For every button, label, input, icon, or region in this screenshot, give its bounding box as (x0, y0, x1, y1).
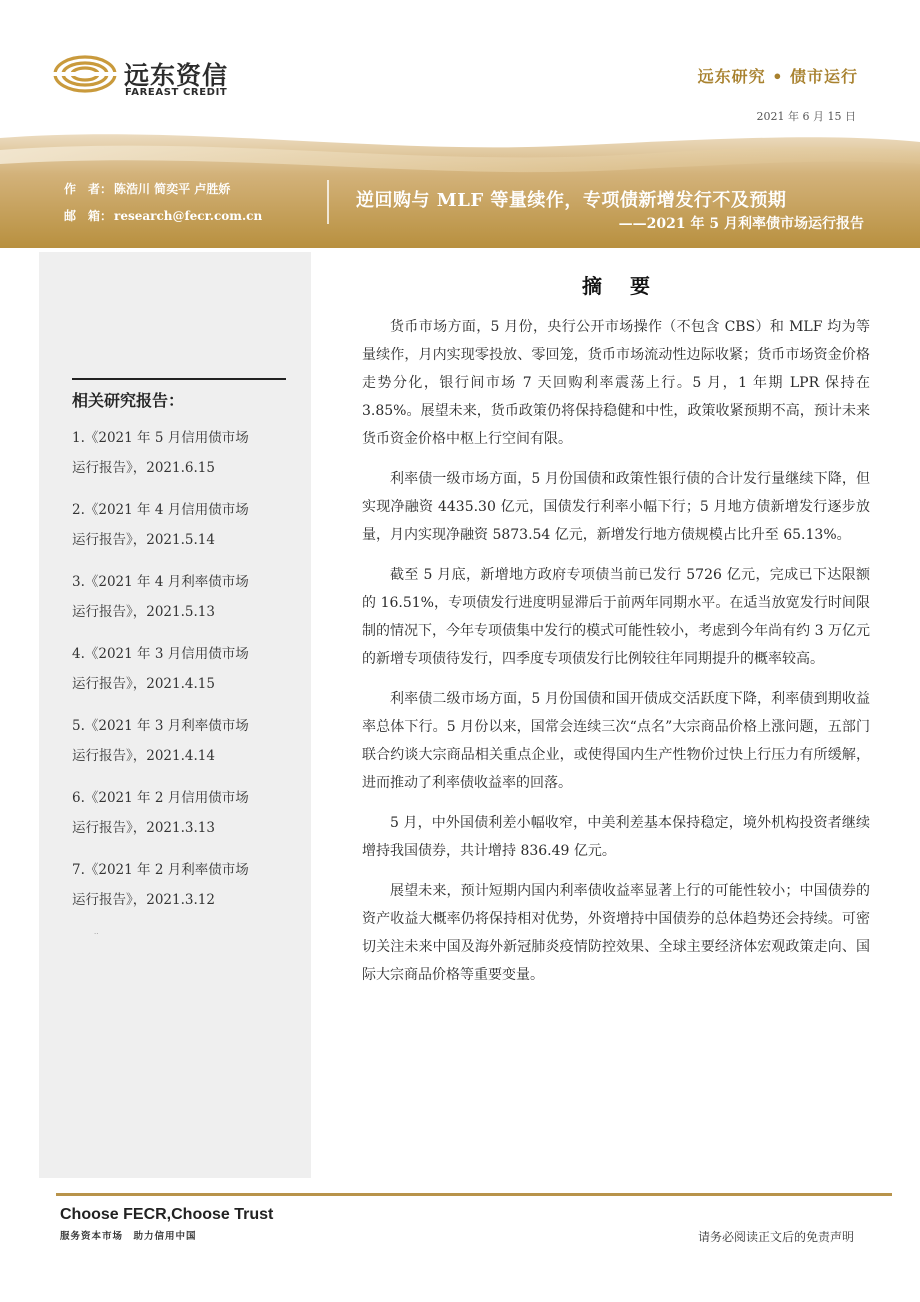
report-title: 逆回购与 MLF 等量续作，专项债新增发行不及预期 (356, 190, 787, 211)
abstract-paragraph: 展望未来，预计短期内国内利率债收益率显著上行的可能性较小；中国债券的资产收益大概率仍将保持相对优势，外资增持中国债券的总体趋势还会持续。可密切关注未来中国及海外新冠肺炎疫情防控效果、全球主要经济体宏观政策走向、国际大宗商品价格等重要变量。 (362, 883, 870, 983)
related-report-date: 运行报告》，2021.4.14 (72, 748, 215, 764)
related-reports-list (72, 423, 296, 927)
email-link[interactable]: research@fecr.com.cn (114, 209, 263, 223)
related-report-title: 3.《2021 年 4 月利率债市场 (72, 574, 249, 590)
authors: 陈浩川 简奕平 卢胜娇 (114, 182, 231, 196)
author-line (64, 180, 230, 197)
series-tag: 远东研究 • 债市运行 (697, 67, 858, 86)
related-report-item[interactable] (72, 567, 296, 627)
related-report-item[interactable] (72, 495, 296, 555)
related-report-date: 运行报告》，2021.4.15 (72, 676, 215, 692)
sidebar-dots: ·· (94, 930, 99, 938)
email-line (64, 207, 262, 224)
banner-divider (327, 180, 329, 224)
related-report-date: 运行报告》，2021.3.13 (72, 820, 215, 836)
brand-name-en: FAREAST CREDIT (125, 87, 228, 98)
abstract-paragraph: 利率债一级市场方面，5 月份国债和政策性银行债的合计发行量继续下降，但实现净融资 4435.30 亿元，国债发行利率小幅下行；5 月地方债新增发行逐步放量，月内实现净融资 5873.54 亿元，新增发行地方债规模占比升至 65.13%。 (362, 471, 870, 543)
related-report-title: 4.《2021 年 3 月信用债市场 (72, 646, 249, 662)
related-report-title: 1.《2021 年 5 月信用债市场 (72, 430, 249, 446)
abstract-paragraph: 利率债二级市场方面，5 月份国债和国开债成交活跃度下降，利率债到期收益率总体下行。5 月份以来，国常会连续三次“点名”大宗商品价格上涨问题，五部门联合约谈大宗商品相关重点企业，或使得国内生产性物价过快上行压力有所缓解，进而推动了利率债收益率的回落。 (362, 691, 870, 791)
related-divider (72, 378, 286, 380)
related-report-item[interactable] (72, 711, 296, 771)
footer-slogan-cn: 服务资本市场 助力信用中国 (60, 1231, 197, 1242)
related-report-item[interactable] (72, 855, 296, 915)
report-date: 2021 年 6 月 15 日 (756, 110, 856, 123)
abstract-paragraph: 货币市场方面，5 月份，央行公开市场操作（不包含 CBS）和 MLF 均为等量续作，月内实现零投放、零回笼，货币市场流动性边际收紧；货币市场资金价格走势分化，银行间市场 7 天回购利率震荡上行。5 月，1 年期 LPR 保持在 3.85%。展望未来，货币政策仍将保持稳健和中性，政策收紧预期不高，预计未来货币资金价格中枢上行空间有限。 (362, 319, 870, 447)
abstract-title: 摘要 (582, 274, 678, 298)
related-report-date: 运行报告》，2021.5.14 (72, 532, 215, 548)
report-subtitle: ——2021 年 5 月利率债市场运行报告 (618, 216, 864, 232)
related-report-item[interactable] (72, 783, 296, 843)
abstract-paragraph: 截至 5 月底，新增地方政府专项债当前已发行 5726 亿元，完成已下达限额的 16.51%，专项债发行进度明显滞后于前两年同期水平。在适当放宽发行时间限制的情况下，今年专项债集中发行的模式可能性较小，考虑到今年尚有约 3 万亿元的新增专项债待发行，四季度专项债发行比例较往年同期提升的概率较高。 (362, 567, 870, 667)
related-report-title: 6.《2021 年 2 月信用债市场 (72, 790, 249, 806)
related-report-date: 运行报告》，2021.6.15 (72, 460, 215, 476)
footer-slogan-en: Choose FECR,Choose Trust (60, 1206, 274, 1223)
related-report-title: 2.《2021 年 4 月信用债市场 (72, 502, 249, 518)
related-report-date: 运行报告》，2021.3.12 (72, 892, 215, 908)
related-report-item[interactable] (72, 639, 296, 699)
related-report-title: 7.《2021 年 2 月利率债市场 (72, 862, 249, 878)
related-report-title: 5.《2021 年 3 月利率债市场 (72, 718, 249, 734)
disclaimer-note: 请务必阅读正文后的免责声明 (697, 1230, 854, 1244)
author-label: 作 者： (64, 182, 113, 196)
related-reports-title: 相关研究报告： (72, 391, 185, 410)
related-report-item[interactable] (72, 423, 296, 483)
brand-name-cn: 远东资信 (124, 61, 229, 90)
email-label: 邮 箱： (64, 209, 113, 223)
related-report-date: 运行报告》，2021.5.13 (72, 604, 215, 620)
abstract-body (362, 313, 870, 1001)
abstract-paragraph: 5 月，中外国债利差小幅收窄，中美利差基本保持稳定，境外机构投资者继续增持我国债券，共计增持 836.49 亿元。 (362, 815, 870, 859)
footer-divider (56, 1193, 892, 1196)
